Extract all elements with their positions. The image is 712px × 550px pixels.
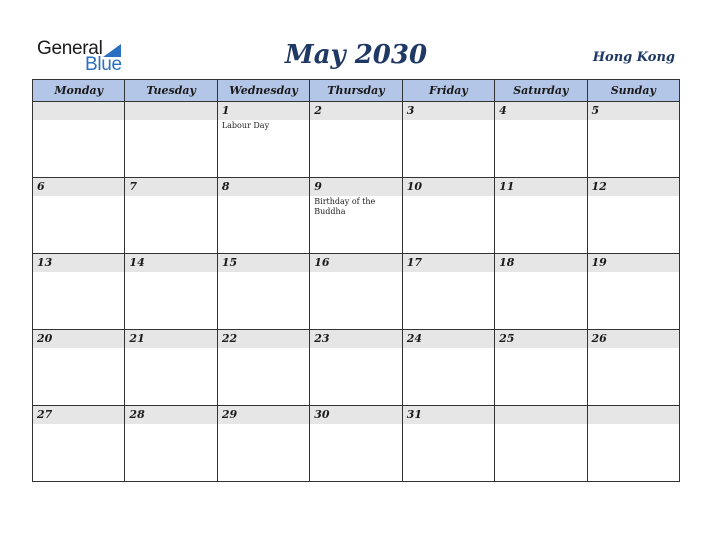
logo-text-general: General	[37, 38, 103, 59]
day-event	[495, 348, 586, 349]
day-number: 22	[218, 330, 309, 348]
day-number: 11	[495, 178, 586, 196]
day-number: 4	[495, 102, 586, 120]
day-cell	[495, 254, 587, 330]
weekday-header: Saturday	[495, 80, 587, 102]
day-event	[310, 348, 401, 349]
day-number: 24	[403, 330, 494, 348]
day-number: 3	[403, 102, 494, 120]
day-event	[588, 120, 679, 121]
calendar-region: Hong Kong	[592, 50, 675, 65]
day-cell	[33, 406, 125, 482]
day-cell	[310, 178, 402, 254]
weekday-header: Friday	[402, 80, 494, 102]
day-event	[403, 424, 494, 425]
day-cell	[310, 330, 402, 406]
day-cell	[402, 406, 494, 482]
day-event	[218, 196, 309, 197]
day-number: 28	[125, 406, 216, 424]
day-event	[403, 196, 494, 197]
day-event: Birthday of the Buddha	[314, 197, 376, 216]
day-cell	[33, 178, 125, 254]
day-cell	[495, 330, 587, 406]
day-cell	[217, 102, 309, 178]
day-cell	[402, 330, 494, 406]
day-number: 30	[310, 406, 401, 424]
day-number: 14	[125, 254, 216, 272]
day-cell	[217, 406, 309, 482]
day-event	[125, 424, 216, 425]
day-event	[33, 424, 124, 425]
day-event	[588, 196, 679, 197]
day-cell	[217, 330, 309, 406]
calendar-title: May 2030	[284, 40, 428, 70]
day-cell	[33, 330, 125, 406]
day-event	[125, 196, 216, 197]
day-event	[125, 272, 216, 273]
weekday-header: Sunday	[587, 80, 679, 102]
day-cell	[310, 254, 402, 330]
day-number: 18	[495, 254, 586, 272]
day-number: 5	[588, 102, 679, 120]
day-event	[218, 272, 309, 273]
day-number: 10	[403, 178, 494, 196]
day-number: 26	[588, 330, 679, 348]
day-number: 16	[310, 254, 401, 272]
day-cell	[495, 102, 587, 178]
day-cell	[310, 102, 402, 178]
day-cell	[33, 102, 125, 178]
day-number: 1	[218, 102, 309, 120]
day-cell	[402, 254, 494, 330]
day-event	[125, 120, 216, 121]
day-event	[588, 348, 679, 349]
day-number: 29	[218, 406, 309, 424]
day-number: 15	[218, 254, 309, 272]
logo-text-blue: Blue	[85, 54, 122, 75]
day-cell	[217, 178, 309, 254]
day-event	[218, 348, 309, 349]
day-event	[33, 120, 124, 121]
day-number: 23	[310, 330, 401, 348]
day-event	[403, 272, 494, 273]
week-row	[33, 254, 680, 330]
day-event	[403, 348, 494, 349]
week-row	[33, 102, 680, 178]
day-cell	[402, 178, 494, 254]
calendar-grid	[32, 79, 680, 482]
day-event	[310, 120, 401, 121]
day-event	[588, 272, 679, 273]
day-event	[495, 424, 586, 425]
week-row	[33, 330, 680, 406]
day-cell	[495, 178, 587, 254]
day-event	[33, 272, 124, 273]
day-cell	[125, 254, 217, 330]
day-cell	[587, 330, 679, 406]
day-event	[33, 348, 124, 349]
day-cell	[587, 102, 679, 178]
day-event	[495, 120, 586, 121]
day-number: 13	[33, 254, 124, 272]
day-number: 12	[588, 178, 679, 196]
day-number	[125, 102, 216, 120]
day-cell	[125, 178, 217, 254]
day-number: 20	[33, 330, 124, 348]
day-number: 2	[310, 102, 401, 120]
day-cell	[33, 254, 125, 330]
day-number: 8	[218, 178, 309, 196]
weekday-header: Thursday	[310, 80, 402, 102]
day-cell	[495, 406, 587, 482]
day-cell	[310, 406, 402, 482]
day-number: 19	[588, 254, 679, 272]
week-row	[33, 178, 680, 254]
day-cell	[402, 102, 494, 178]
day-event	[33, 196, 124, 197]
weekday-header: Tuesday	[125, 80, 217, 102]
day-cell	[217, 254, 309, 330]
day-cell	[125, 406, 217, 482]
day-event	[495, 272, 586, 273]
day-cell	[587, 406, 679, 482]
day-number: 25	[495, 330, 586, 348]
day-number: 27	[33, 406, 124, 424]
day-cell	[587, 254, 679, 330]
weekday-header: Wednesday	[217, 80, 309, 102]
day-event	[218, 424, 309, 425]
day-number	[495, 406, 586, 424]
day-number: 31	[403, 406, 494, 424]
day-event	[403, 120, 494, 121]
day-event: Labour Day	[221, 121, 270, 130]
day-event	[125, 348, 216, 349]
day-cell	[587, 178, 679, 254]
day-event	[588, 424, 679, 425]
day-event	[495, 196, 586, 197]
day-event	[310, 424, 401, 425]
day-cell	[125, 102, 217, 178]
weekday-header: Monday	[33, 80, 125, 102]
day-number: 21	[125, 330, 216, 348]
day-number	[33, 102, 124, 120]
day-number	[588, 406, 679, 424]
day-number: 7	[125, 178, 216, 196]
day-number: 17	[403, 254, 494, 272]
day-number: 6	[33, 178, 124, 196]
day-number: 9	[310, 178, 401, 196]
week-row	[33, 406, 680, 482]
day-cell	[125, 330, 217, 406]
weekday-header-row	[33, 80, 680, 102]
day-event	[310, 272, 401, 273]
